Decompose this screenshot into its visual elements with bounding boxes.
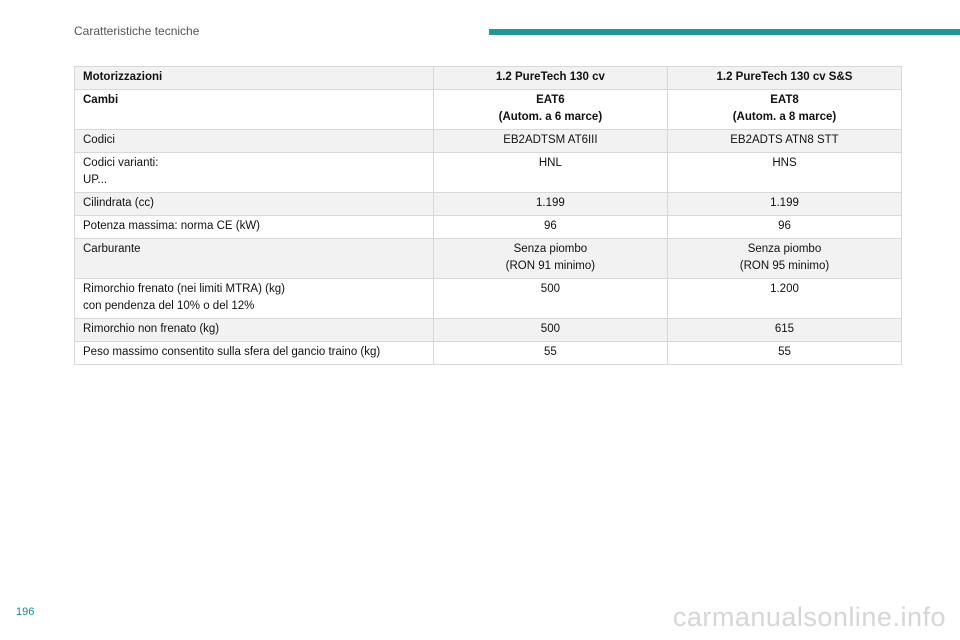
row-label: Carburante <box>75 239 434 279</box>
row-label: Cilindrata (cc) <box>75 193 434 216</box>
table-row <box>75 239 902 279</box>
row-value-variant-2: EAT8 (Autom. a 8 marce) <box>667 90 901 130</box>
specifications-table <box>74 66 902 365</box>
table-row <box>75 279 902 319</box>
table-header-row <box>75 67 902 90</box>
table-row <box>75 153 902 193</box>
table-row <box>75 342 902 365</box>
row-value-variant-1: 96 <box>433 216 667 239</box>
row-label: Potenza massima: norma CE (kW) <box>75 216 434 239</box>
table-row <box>75 90 902 130</box>
watermark-text: carmanualsonline.info <box>672 602 946 632</box>
table-row <box>75 193 902 216</box>
row-label: Codici <box>75 130 434 153</box>
row-label: Rimorchio frenato (nei limiti MTRA) (kg) con pendenza del 10% o del 12% <box>75 279 434 319</box>
row-value-variant-2: 1.199 <box>667 193 901 216</box>
row-value-variant-2: Senza piombo (RON 95 minimo) <box>667 239 901 279</box>
column-header-engine: Motorizzazioni <box>75 67 434 90</box>
row-label: Peso massimo consentito sulla sfera del gancio traino (kg) <box>75 342 434 365</box>
row-value-variant-1: HNL <box>433 153 667 193</box>
table-row <box>75 216 902 239</box>
row-value-variant-1: 500 <box>433 279 667 319</box>
row-label: Cambi <box>75 90 434 130</box>
row-value-variant-2: HNS <box>667 153 901 193</box>
row-value-variant-2: EB2ADTS ATN8 STT <box>667 130 901 153</box>
table-row <box>75 130 902 153</box>
row-value-variant-2: 55 <box>667 342 901 365</box>
table-row <box>75 319 902 342</box>
row-value-variant-1: EAT6 (Autom. a 6 marce) <box>433 90 667 130</box>
page-number: 196 <box>16 606 35 618</box>
row-value-variant-2: 615 <box>667 319 901 342</box>
row-value-variant-1: 1.199 <box>433 193 667 216</box>
row-value-variant-1: Senza piombo (RON 91 minimo) <box>433 239 667 279</box>
header-accent-bar <box>489 29 960 35</box>
column-header-variant-1: 1.2 PureTech 130 cv <box>433 67 667 90</box>
row-label: Rimorchio non frenato (kg) <box>75 319 434 342</box>
row-value-variant-1: 55 <box>433 342 667 365</box>
row-label: Codici varianti: UP... <box>75 153 434 193</box>
row-value-variant-2: 1.200 <box>667 279 901 319</box>
row-value-variant-1: EB2ADTSM AT6III <box>433 130 667 153</box>
column-header-variant-2: 1.2 PureTech 130 cv S&S <box>667 67 901 90</box>
row-value-variant-1: 500 <box>433 319 667 342</box>
row-value-variant-2: 96 <box>667 216 901 239</box>
section-title: Caratteristiche tecniche <box>74 24 200 38</box>
